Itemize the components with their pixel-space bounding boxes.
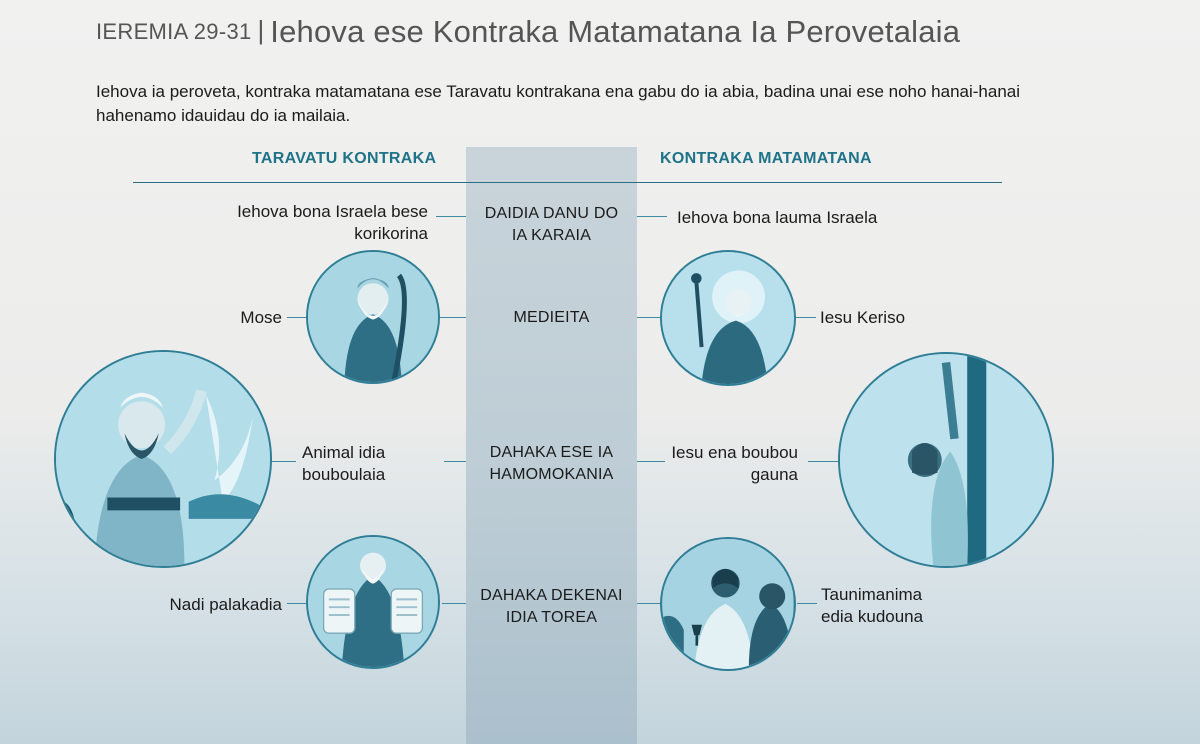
tablets-illustration — [306, 535, 440, 669]
row-left-label — [150, 307, 282, 329]
row-center-line: DAHAKA DEKENAI — [480, 587, 623, 604]
connector-line — [287, 317, 307, 318]
row-right-line: Taunimanima — [821, 585, 923, 604]
connector-line — [637, 603, 661, 604]
row-center-label — [466, 203, 637, 247]
row-left-line: Mose — [240, 308, 282, 327]
heading-divider — [133, 182, 1002, 183]
row-center-label — [466, 442, 637, 486]
row-left-label — [302, 442, 442, 486]
connector-line — [796, 317, 816, 318]
row-left-line: korikorina — [354, 224, 428, 243]
row-left-line: Animal idia — [302, 443, 386, 462]
last-supper-illustration — [660, 537, 796, 671]
connector-line — [272, 461, 296, 462]
stake-figure-icon — [840, 354, 1052, 566]
connector-line — [442, 603, 466, 604]
jesus-illustration — [660, 250, 796, 386]
row-right-label — [820, 307, 940, 329]
connector-line — [287, 603, 307, 604]
row-right-label — [660, 442, 798, 486]
row-center-line: IA KARAIA — [511, 227, 592, 244]
row-center-line: HAMOMOKANIA — [489, 466, 614, 483]
connector-line — [436, 216, 466, 217]
sacrifice-figure-icon — [56, 352, 270, 566]
row-right-line: Iesu ena boubou — [671, 443, 798, 462]
row-right-line: edia kudouna — [821, 607, 924, 626]
intro-text: Iehova ia peroveta, kontraka matamatana ese Taravatu kontrakana ena gabu do ia abia, badina unai ese noho hanai-hanai hahenamo idauidau do ia mailaia. — [96, 82, 1021, 125]
column-heading-right: KONTRAKA MATAMATANA — [660, 150, 872, 167]
row-left-line: bouboulaia — [302, 465, 386, 484]
jesus-stake-illustration — [838, 352, 1054, 568]
page-header — [96, 14, 960, 50]
row-right-line: Iehova bona lauma Israela — [677, 208, 878, 227]
page-title: Iehova ese Kontraka Matamatana Ia Perovetalaia — [270, 14, 961, 49]
header-separator: | — [257, 15, 265, 45]
connector-line — [440, 317, 466, 318]
connector-line — [808, 461, 840, 462]
row-center-line: DAHAKA ESE IA — [489, 444, 614, 461]
column-heading-left: TARAVATU KONTRAKA — [252, 150, 437, 167]
row-left-line: Iehova bona Israela bese — [237, 202, 428, 221]
row-center-label — [466, 307, 637, 329]
moses-illustration — [306, 250, 440, 384]
row-center-line: DAIDIA DANU DO — [484, 205, 619, 222]
scripture-reference: IEREMIA 29-31 — [96, 19, 252, 44]
supper-figure-icon — [662, 539, 794, 669]
row-right-label — [821, 584, 961, 628]
sacrifice-illustration — [54, 350, 272, 568]
connector-line — [637, 317, 661, 318]
row-center-line: MEDIEITA — [513, 309, 590, 326]
connector-line — [637, 461, 665, 462]
connector-line — [637, 216, 667, 217]
row-left-label — [140, 594, 282, 616]
tablets-figure-icon — [308, 537, 438, 667]
moses-figure-icon — [308, 252, 438, 382]
row-center-line: IDIA TOREA — [505, 609, 598, 626]
connector-line — [444, 461, 466, 462]
row-center-label — [466, 585, 637, 629]
row-left-label — [200, 201, 428, 245]
row-right-line: Iesu Keriso — [820, 308, 906, 327]
row-left-line: Nadi palakadia — [169, 595, 282, 614]
row-right-label — [677, 207, 937, 229]
jesus-figure-icon — [662, 252, 794, 384]
connector-line — [797, 603, 817, 604]
row-right-line: gauna — [750, 465, 798, 484]
